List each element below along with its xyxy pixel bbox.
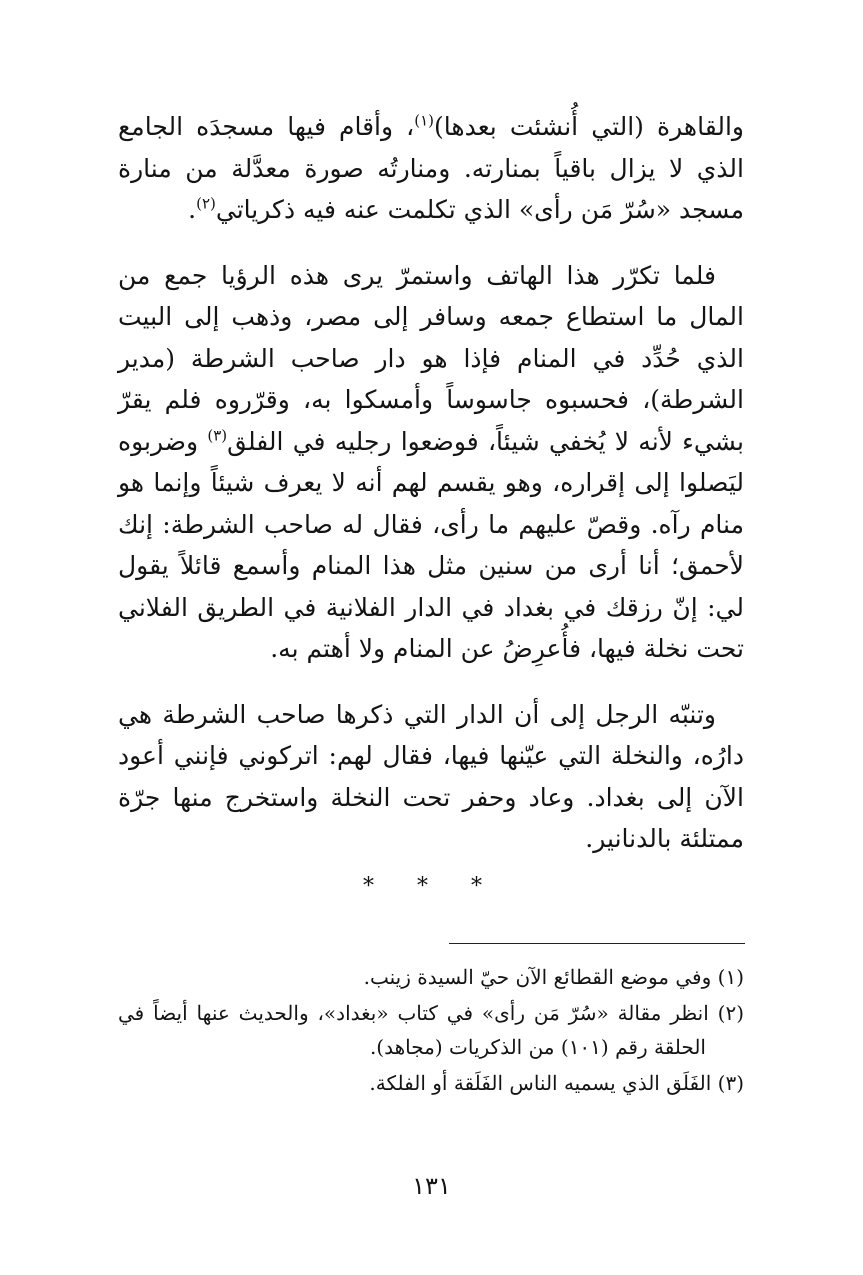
paragraph-2 [118,255,744,670]
paragraph-2-part-2: وضربوه ليَصلوا إلى إقراره، وهو يقسم لهم أنه لا يعرف شيئاً وإنما هو منام رآه. وقصّ عليهم ما رأى، فقال له صاحب الشرطة: إنك لأحمق؛ أنا أرى من سنين مثل هذا المنام وأسمع قائلاً يقول لي: إنّ رزقك في بغداد في الدار الفلانية في الطريق الفلاني تحت نخلة فيها، فأُعرِضُ عن المنام ولا أهتم به. [118,426,744,663]
footnote-1: (١) وفي موضع القطائع الآن حيّ السيدة زينب. [363,965,744,989]
footnote-ref-1: (١) [414,111,435,130]
paragraph-1-part-2: ، وأقام فيها مسجدَه الجامع الذي لا يزال باقياً بمنارته. ومنارتُه صورة معدَّلة من منارة مسجد «سُرّ مَن رأى» الذي تكلمت عنه فيه ذكرياتي [118,112,744,224]
footnotes [118,960,744,1102]
paragraph-1-part-3: . [188,195,197,224]
paragraph-1-part-1: والقاهرة (التي أُنشئت بعدها) [434,112,745,141]
footnote-ref-3: (٣) [207,426,228,445]
footnote-ref-2: (٢) [196,194,216,213]
paragraph-3: وتنبّه الرجل إلى أن الدار التي ذكرها صاحب الشرطة هي دارُه، والنخلة التي عيّنها فيها، فقال لهم: اتركوني فإنني أعود الآن إلى بغداد. وعاد وحفر تحت النخلة واستخرج منها جرّة ممتلئة بالدنانير. [118,699,744,853]
paragraph-2-part-1: فلما تكرّر هذا الهاتف واستمرّ يرى هذه الرؤيا جمع من المال ما استطاع جمعه وسافر إلى مصر، وذهب إلى البيت الذي حُدِّد في المنام فإذا هو دار صاحب الشرطة (مدير الشرطة)، فحسبوه جاسوساً وأمسكوا به، وقرّروه فلم يقرّ بشيء لأنه لا يُخفي شيئاً، فوضعوا رجليه في الفلق [118,260,745,456]
footnote-2: (٢) انظر مقالة «سُرّ مَن رأى» في كتاب «بغداد»، والحديث عنها أيضاً في الحلقة رقم (١٠١) من الذكريات (مجاهد). [118,1001,744,1059]
page-number: ١٣١ [412,1172,451,1200]
footnote-divider [449,943,745,944]
footnote-3: (٣) الفَلَق الذي يسميه الناس الفَلَقة أو الفلكة. [369,1071,744,1095]
paragraph-1 [118,106,744,231]
body-text [118,106,744,884]
section-separator: * * * [363,874,500,899]
